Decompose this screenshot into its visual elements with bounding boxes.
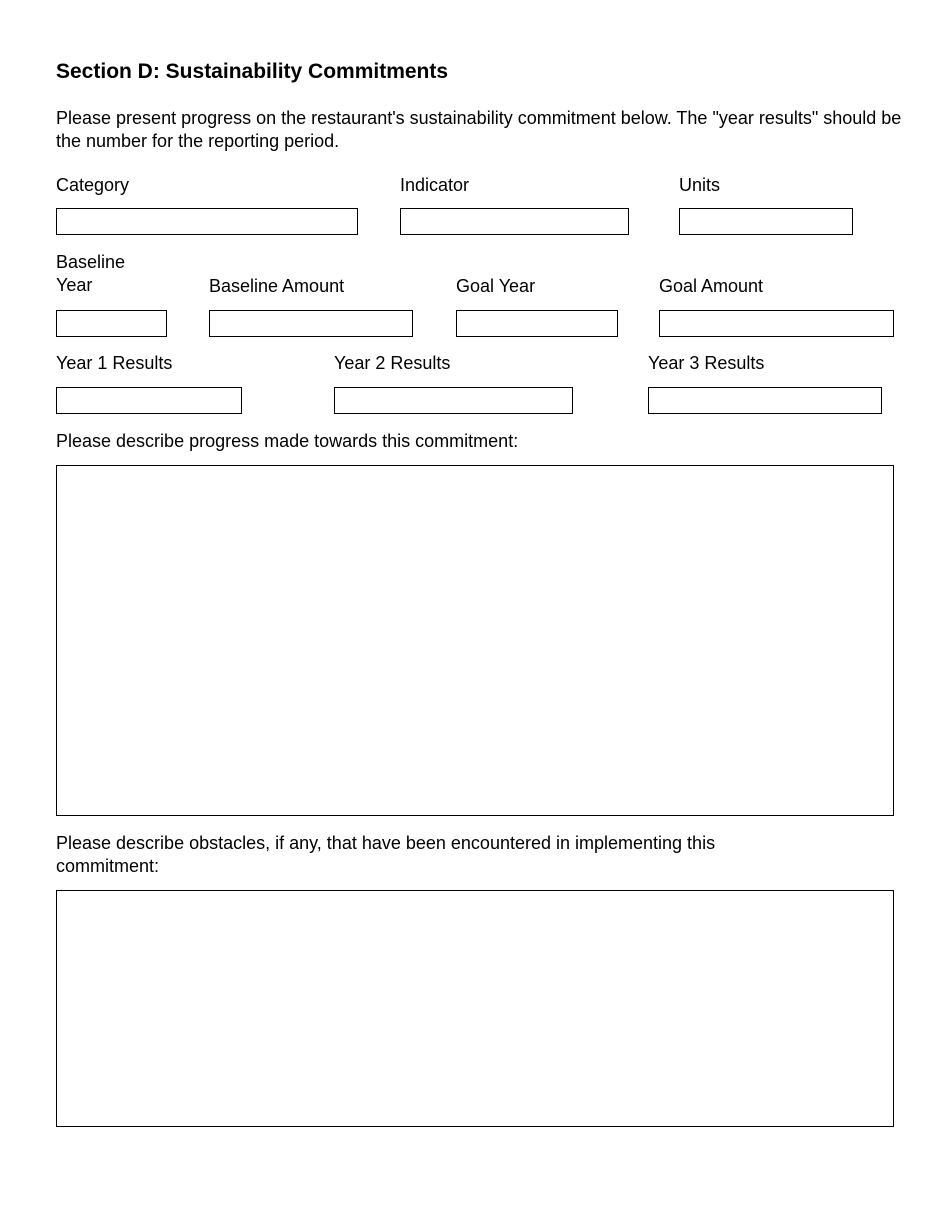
year1-results-input[interactable] — [56, 387, 242, 414]
goal-amount-input[interactable] — [659, 310, 894, 337]
indicator-label: Indicator — [400, 175, 470, 195]
indicator-input[interactable] — [400, 208, 629, 235]
goal-amount-label: Goal Amount — [659, 276, 764, 296]
baseline-year-label — [56, 251, 125, 297]
progress-textarea[interactable] — [56, 465, 894, 816]
year3-results-input[interactable] — [648, 387, 882, 414]
obstacles-textarea[interactable] — [56, 890, 894, 1127]
year2-results-input[interactable] — [334, 387, 573, 414]
baseline-amount-label: Baseline Amount — [209, 276, 345, 296]
goal-year-input[interactable] — [456, 310, 618, 337]
category-input[interactable] — [56, 208, 358, 235]
units-label: Units — [679, 175, 721, 195]
section-title: Section D: Sustainability Commitments — [56, 60, 449, 83]
baseline-year-label-line1: Baseline — [56, 252, 126, 272]
year2-results-label: Year 2 Results — [334, 353, 451, 373]
year3-results-label: Year 3 Results — [648, 353, 765, 373]
obstacles-label: Please describe obstacles, if any, that have been encountered in implementing this commitment: — [56, 833, 716, 876]
baseline-year-label-line2: Year — [56, 275, 93, 295]
category-label: Category — [56, 175, 130, 195]
units-input[interactable] — [679, 208, 853, 235]
goal-year-label: Goal Year — [456, 276, 536, 296]
year1-results-label: Year 1 Results — [56, 353, 173, 373]
baseline-amount-input[interactable] — [209, 310, 413, 337]
baseline-year-input[interactable] — [56, 310, 167, 337]
progress-label: Please describe progress made towards this commitment: — [56, 431, 519, 451]
section-intro: Please present progress on the restaurant's sustainability commitment below. The "year results" should be the number for the reporting period. — [56, 108, 902, 151]
